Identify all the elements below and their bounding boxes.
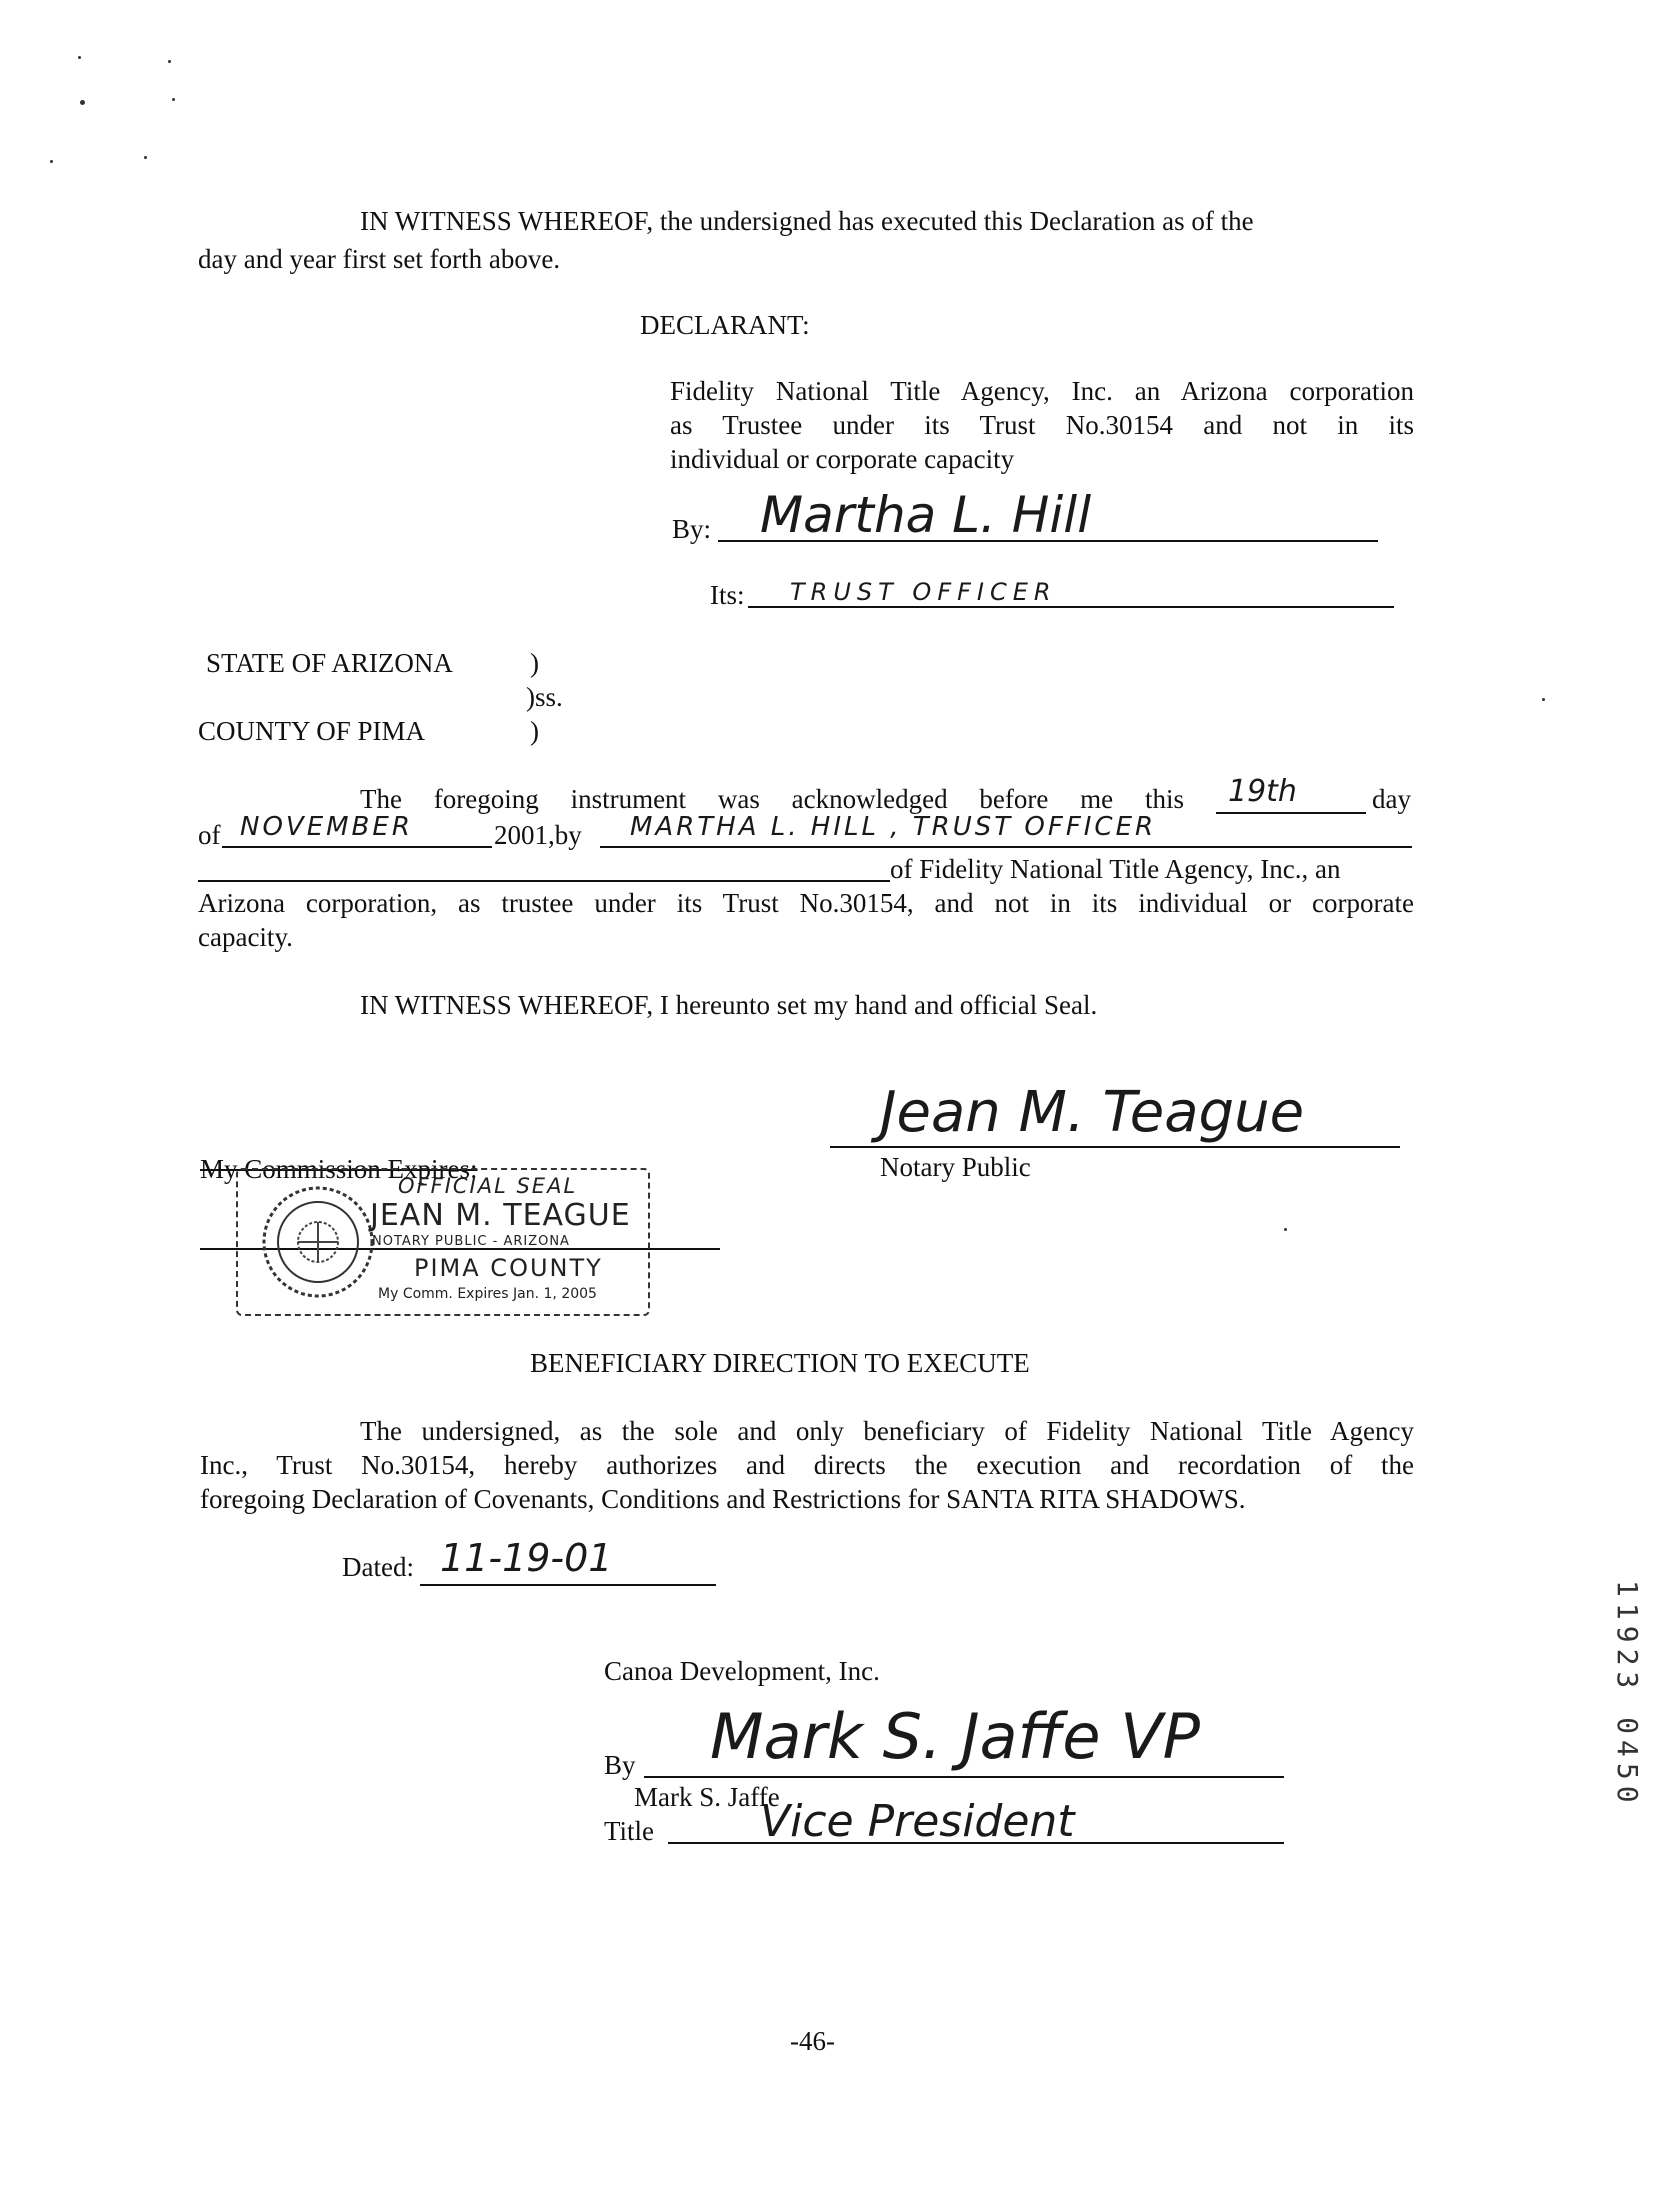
dated-label: Dated: — [342, 1552, 414, 1582]
ack-person-line — [600, 846, 1412, 848]
witness-paragraph-line2: day and year first set forth above. — [198, 244, 561, 274]
notary-seal — [236, 1168, 650, 1316]
seal-line2: JEAN M. TEAGUE — [370, 1198, 631, 1233]
beneficiary-line2: Inc., Trust No.30154, hereby authorizes and directs the execution and recordation of the — [200, 1450, 1414, 1480]
declarant-line1: Fidelity National Title Agency, Inc. an Arizona corporation — [670, 376, 1414, 406]
dated-line — [420, 1584, 716, 1586]
ack-year-by: 2001,by — [494, 820, 582, 850]
beneficiary-by-label: By — [604, 1750, 636, 1780]
seal-line5: My Comm. Expires Jan. 1, 2005 — [378, 1286, 597, 1302]
venue-paren-bottom: ) — [530, 716, 539, 746]
ack-blank-line — [198, 880, 890, 882]
venue-ss: )ss. — [526, 682, 563, 712]
notary-witness: IN WITNESS WHEREOF, I hereunto set my hand and official Seal. — [360, 990, 1098, 1020]
declarant-its-label: Its: — [710, 580, 745, 610]
ack-line5: capacity. — [198, 922, 293, 952]
beneficiary-signature: Mark S. Jaffe VP — [710, 1700, 1201, 1773]
notary-label: Notary Public — [880, 1152, 1031, 1182]
seal-line4: PIMA COUNTY — [414, 1254, 603, 1282]
ack-day-value: 19th — [1228, 774, 1297, 809]
venue-county: COUNTY OF PIMA — [198, 716, 426, 746]
venue-paren-top: ) — [530, 648, 539, 678]
witness-paragraph-line1: IN WITNESS WHEREOF, the undersigned has executed this Declaration as of the — [360, 206, 1254, 236]
declarant-by-label: By: — [672, 514, 712, 544]
beneficiary-line3: foregoing Declaration of Covenants, Conditions and Restrictions for SANTA RITA SHADOWS. — [200, 1484, 1246, 1514]
declarant-line2: as Trustee under its Trust No.30154 and not in its — [670, 410, 1414, 440]
scan-speck — [1542, 698, 1545, 701]
scan-speck — [80, 100, 85, 105]
beneficiary-title-value: Vice President — [760, 1796, 1075, 1847]
ack-day-label: day — [1372, 784, 1411, 814]
seal-emblem-icon — [258, 1182, 378, 1302]
ack-part1: The foregoing instrument was acknowledged before me this — [360, 784, 1184, 814]
seal-line1: OFFICIAL SEAL — [398, 1174, 578, 1198]
declarant-its-value: TRUST OFFICER — [790, 578, 1057, 606]
commission-label: My Commission Expires: — [200, 1154, 478, 1184]
dated-value: 11-19-01 — [440, 1536, 613, 1580]
scan-speck — [172, 98, 175, 101]
scan-speck — [50, 160, 53, 163]
venue-state: STATE OF ARIZONA — [206, 648, 453, 678]
declarant-line3: individual or corporate capacity — [670, 444, 1015, 474]
page-number: -46- — [790, 2026, 835, 2056]
ack-line3: of Fidelity National Title Agency, Inc., an — [890, 854, 1341, 884]
ack-person-value: MARTHA L. HILL , TRUST OFFICER — [630, 812, 1157, 842]
declarant-heading: DECLARANT: — [640, 310, 810, 340]
beneficiary-heading: BENEFICIARY DIRECTION TO EXECUTE — [530, 1348, 1030, 1378]
scan-speck — [1284, 1228, 1287, 1231]
notary-signature-line — [830, 1146, 1400, 1148]
scan-speck — [168, 60, 171, 63]
scan-speck — [144, 156, 147, 159]
recorder-margin-number-text: 11923 0450 — [1611, 1580, 1644, 1809]
beneficiary-line1: The undersigned, as the sole and only beneficiary of Fidelity National Title Agency — [360, 1416, 1414, 1446]
beneficiary-by-line — [644, 1776, 1284, 1778]
notary-signature: Jean M. Teague — [880, 1080, 1305, 1145]
declarant-its-line — [748, 606, 1394, 608]
ack-day-line — [1216, 812, 1366, 814]
beneficiary-signer-name: Mark S. Jaffe — [634, 1782, 780, 1812]
ack-month-line — [222, 846, 492, 848]
ack-of-label: of — [198, 820, 221, 850]
ack-line4: Arizona corporation, as trustee under its Trust No.30154, and not in its individual or corporate — [198, 888, 1414, 918]
recorder-margin-number — [1610, 1580, 1650, 1940]
beneficiary-title-label: Title — [604, 1816, 655, 1846]
declarant-signature: Martha L. Hill — [760, 486, 1092, 544]
seal-line3: NOTARY PUBLIC - ARIZONA — [372, 1234, 570, 1249]
scan-speck — [78, 56, 81, 59]
ack-month-value: NOVEMBER — [240, 812, 413, 842]
beneficiary-company: Canoa Development, Inc. — [604, 1656, 880, 1686]
